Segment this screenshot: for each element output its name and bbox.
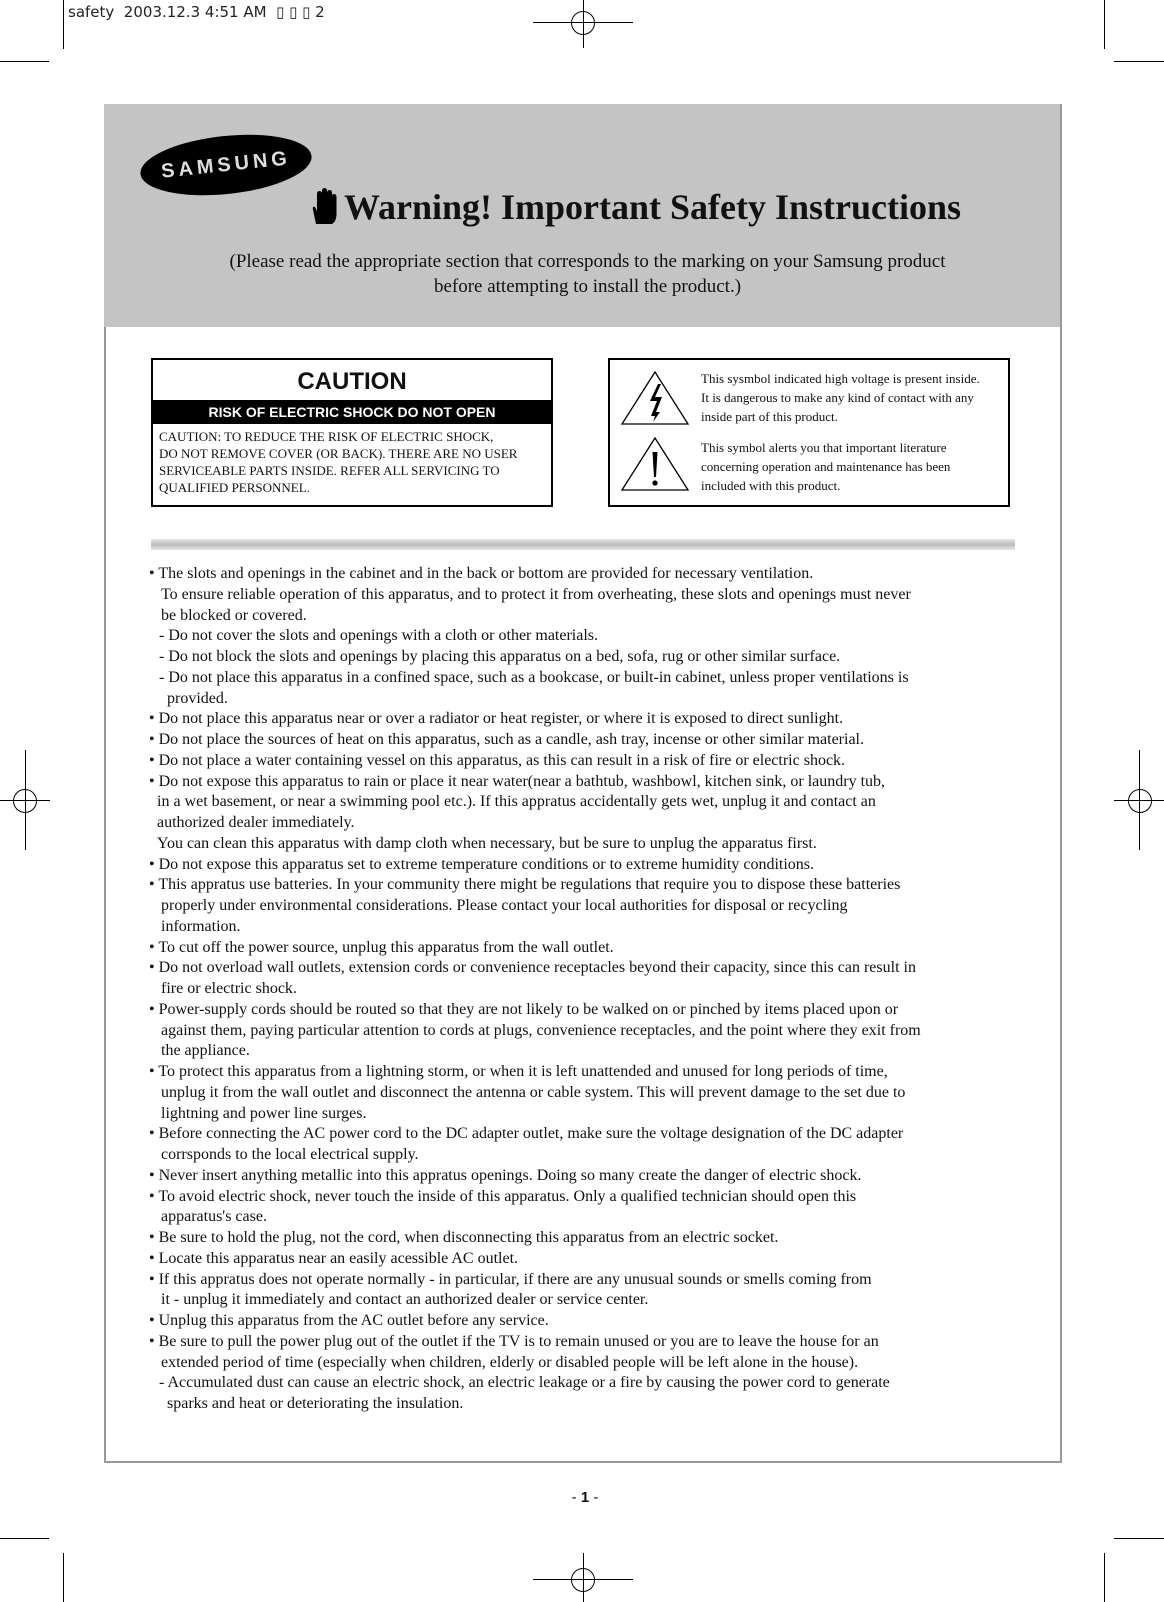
caution-label bbox=[151, 358, 553, 507]
instruction-line: apparatus's case. bbox=[161, 1208, 267, 1226]
instruction-line: • If this appratus does not operate normally - in particular, if there are any unusual sounds or smells coming from bbox=[149, 1270, 872, 1288]
instruction-line: fire or electric shock. bbox=[161, 980, 297, 997]
instruction-line: • Be sure to pull the power plug out of the outlet if the TV is to remain unused or you are to leave the house for an bbox=[149, 1332, 879, 1350]
section-divider bbox=[151, 539, 1015, 550]
page-number-suffix: - bbox=[589, 1489, 599, 1506]
instruction-line: • Unplug this apparatus from the AC outlet before any service. bbox=[149, 1312, 549, 1329]
instruction-line: - Do not cover the slots and openings with a cloth or other materials. bbox=[159, 627, 599, 645]
crop-mark bbox=[583, 1553, 584, 1602]
page-title bbox=[310, 186, 1010, 228]
instruction-line: - Do not block the slots and openings by placing this apparatus on a bed, sofa, rug or other similar surface. bbox=[159, 648, 841, 665]
instruction-line: - Do not place this apparatus in a confined space, such as a bookcase, or built-in cabinet, unless proper ventilations is bbox=[159, 668, 909, 686]
symbol-text-line: inside part of this product. bbox=[701, 409, 838, 424]
instruction-line: • Before connecting the AC power cord to the DC adapter outlet, make sure the voltage designation of the DC adapter bbox=[149, 1125, 904, 1143]
print-slug: safety 2003.12.3 4:51 AM ▯ ▯ ▯ 2 bbox=[68, 3, 325, 21]
instruction-line: • Do not expose this apparatus to rain or place it near water(near a bathtub, washbowl, kitchen sink, or laundry tub, bbox=[149, 772, 886, 790]
instruction-line: unplug it from the wall outlet and disconnect the antenna or cable system. This will prevent damage to the set due to bbox=[161, 1083, 906, 1101]
instruction-line: lightning and power line surges. bbox=[161, 1104, 367, 1122]
page-title-text: Warning! Important Safety Instructions bbox=[344, 187, 962, 227]
symbol-text-line: concerning operation and maintenance has been bbox=[701, 459, 951, 474]
instruction-line: • Locate this apparatus near an easily acessible AC outlet. bbox=[149, 1249, 519, 1267]
hand-stop-icon bbox=[310, 188, 338, 226]
instruction-line: in a wet basement, or near a swimming pool etc.). If this appratus accidentally gets wet, unplug it and contact an bbox=[157, 793, 876, 811]
crop-mark bbox=[25, 750, 26, 850]
exclamation-triangle-icon bbox=[620, 436, 690, 492]
instruction-line: • Do not place this apparatus near or over a radiator or heat register, or where it is exposed to direct sunlight. bbox=[149, 710, 844, 728]
crop-mark bbox=[583, 0, 584, 48]
instruction-line: information. bbox=[161, 917, 241, 935]
caution-heading: CAUTION bbox=[297, 368, 407, 395]
instruction-line: • Power-supply cords should be routed so that they are not likely to be walked on or pinched by items placed upon or bbox=[149, 1000, 899, 1018]
page-number-prefix: - bbox=[571, 1489, 581, 1506]
instruction-line: • To avoid electric shock, never touch the inside of this apparatus. Only a qualified technician should open this bbox=[149, 1187, 857, 1205]
crop-mark bbox=[1139, 750, 1140, 850]
symbols-legend bbox=[608, 358, 1010, 507]
caution-text-line: CAUTION: TO REDUCE THE RISK OF ELECTRIC SHOCK, bbox=[159, 429, 494, 444]
instruction-line: • Do not overload wall outlets, extension cords or convenience receptacles beyond their capacity, since this can result in bbox=[149, 959, 916, 977]
instruction-line: • To protect this apparatus from a lightning storm, or when it is left unattended and unused for long periods of time, bbox=[149, 1063, 888, 1080]
symbol-text-line: This sysmbol indicated high voltage is present inside. bbox=[701, 371, 980, 386]
subtitle-line: before attempting to install the product.) bbox=[433, 276, 742, 297]
crop-mark bbox=[0, 61, 49, 62]
instruction-line: authorized dealer immediately. bbox=[157, 814, 355, 831]
caution-risk-bar: RISK OF ELECTRIC SHOCK DO NOT OPEN bbox=[153, 400, 551, 424]
instruction-line: properly under environmental considerations. Please contact your local authorities for disposal or recycling bbox=[161, 897, 848, 914]
instruction-line: To ensure reliable operation of this apparatus, and to protect it from overheating, these slots and openings must never bbox=[161, 585, 911, 603]
lightning-triangle-icon bbox=[620, 370, 690, 426]
crop-mark bbox=[1114, 61, 1164, 62]
subtitle-line: (Please read the appropriate section that corresponds to the marking on your Samsung product bbox=[229, 251, 946, 272]
instruction-line: You can clean this apparatus with damp cloth when necessary, but be sure to unplug the apparatus first. bbox=[157, 834, 817, 852]
instruction-line: corrsponds to the local electrical supply. bbox=[161, 1146, 419, 1163]
instruction-line: the appliance. bbox=[161, 1042, 250, 1060]
page-number bbox=[560, 1489, 610, 1506]
instruction-line: • Never insert anything metallic into this appratus openings. Doing so many create the danger of electric shock. bbox=[149, 1166, 862, 1184]
instruction-line: • This appratus use batteries. In your community there might be regulations that require you to dispose these batteries bbox=[149, 876, 901, 894]
caution-text-line: SERVICEABLE PARTS INSIDE. REFER ALL SERVICING TO bbox=[159, 463, 500, 478]
instruction-line: • Be sure to hold the plug, not the cord, when disconnecting this apparatus from an electric socket. bbox=[149, 1229, 779, 1246]
instruction-line: it - unplug it immediately and contact an authorized dealer or service center. bbox=[161, 1291, 649, 1309]
samsung-logo: SAMSUNG bbox=[137, 127, 314, 203]
page-number-value: 1 bbox=[580, 1489, 590, 1506]
instruction-line: • To cut off the power source, unplug this apparatus from the wall outlet. bbox=[149, 938, 614, 956]
instruction-line: extended period of time (especially when children, elderly or disabled people will be left alone in the house). bbox=[161, 1353, 859, 1371]
instruction-line: be blocked or covered. bbox=[161, 606, 307, 624]
instruction-line: • Do not place a water containing vessel on this apparatus, as this can result in a risk of fire or electric shock. bbox=[149, 751, 846, 769]
crop-mark bbox=[63, 1553, 64, 1602]
symbol-text-line: It is dangerous to make any kind of contact with any bbox=[701, 390, 974, 405]
crop-mark bbox=[1114, 1538, 1164, 1539]
instruction-line: • Do not place the sources of heat on this apparatus, such as a candle, ash tray, incense or other similar material. bbox=[149, 731, 864, 748]
instruction-line: - Accumulated dust can cause an electric shock, an electric leakage or a fire by causing the power cord to generate bbox=[159, 1374, 890, 1392]
instruction-line: sparks and heat or deteriorating the insulation. bbox=[167, 1395, 464, 1412]
instruction-line: • Do not expose this apparatus set to extreme temperature conditions or to extreme humidity conditions. bbox=[149, 855, 814, 873]
crop-mark bbox=[63, 0, 64, 49]
crop-mark bbox=[0, 1538, 49, 1539]
instruction-line: • The slots and openings in the cabinet and in the back or bottom are provided for necessary ventilation. bbox=[149, 565, 814, 582]
symbol-text-line: This symbol alerts you that important literature bbox=[701, 440, 947, 455]
symbol-text-line: included with this product. bbox=[701, 478, 841, 493]
crop-mark bbox=[1104, 0, 1105, 49]
instruction-line: against them, paying particular attention to cords at plugs, convenience receptacles, and the point where they exit from bbox=[161, 1021, 921, 1039]
crop-mark bbox=[1104, 1553, 1105, 1602]
instruction-line: provided. bbox=[167, 689, 228, 707]
caution-text-line: QUALIFIED PERSONNEL. bbox=[159, 480, 310, 495]
registration-mark-icon bbox=[1128, 789, 1152, 813]
caution-text-line: DO NOT REMOVE COVER (OR BACK). THERE ARE NO USER bbox=[159, 446, 518, 461]
page-subtitle bbox=[140, 249, 1035, 299]
safety-instructions bbox=[149, 564, 1029, 1415]
